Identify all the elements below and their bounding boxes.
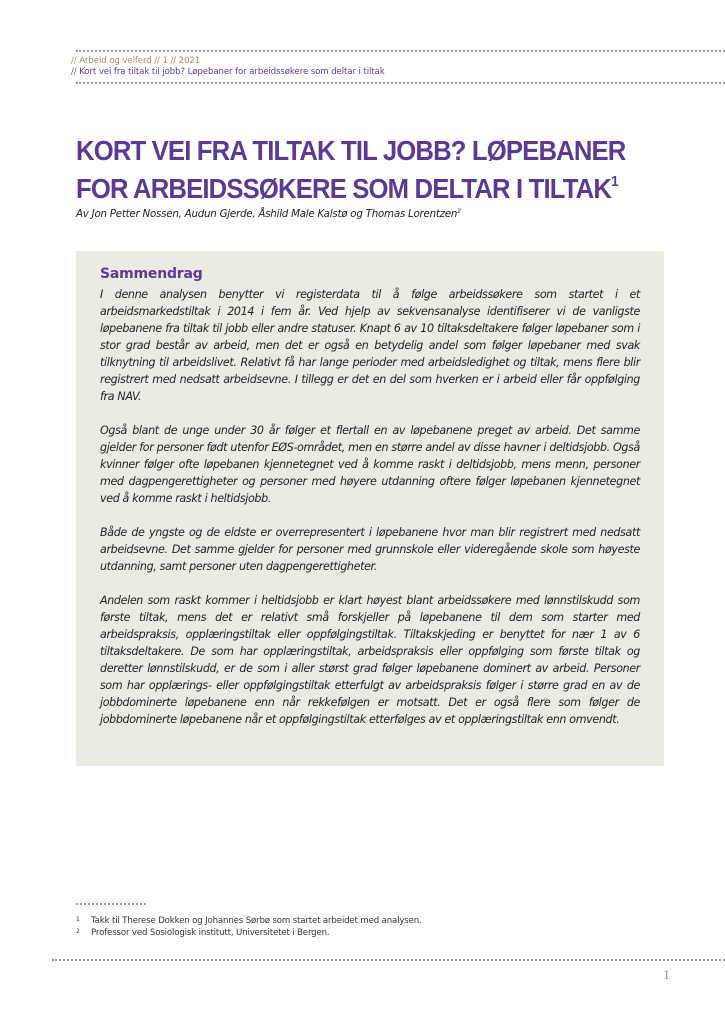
summary-text [100, 286, 640, 745]
footnote-text: Professor ved Sosiologisk institutt, Universitetet i Bergen. [91, 928, 330, 938]
summary-paragraph-3: Både de yngste og de eldste er overrepresentert i løpebanene hvor man blir registrert med nedsatt arbeidsevne. Det samme gjelder for personer med grunnskole eller videregående skole som høyeste utdanning, samt personer uten dagpengerettigheter. [100, 526, 640, 573]
header-bottom-divider [76, 82, 725, 84]
summary-paragraph-1: I denne analysen benytter vi registerdata til å følge arbeidssøkere som startet i et arbeidsmarkedstiltak i 2014 i fem år. Ved hjelp av sekvensanalyse identifiserer vi de vanligste løpebanene fra tiltak til jobb eller andre statuser. Knapt 6 av 10 tiltaksdeltakere følger løpebaner som i stor grad består av arbeid, men det er også en betydelig andel som følger løpebaner med svak tilknytning til arbeidslivet. Relativt få har lange perioder med arbeidsledighet og tiltak, mens flere blir registrert med nedsatt arbeidsevne. I tillegg er det en del som hverken er i arbeid eller får oppfølging fra NAV. [100, 288, 640, 403]
author-line [76, 208, 461, 220]
title-line-1: KORT VEI FRA TILTAK TIL JOBB? LØPEBANER [76, 135, 626, 166]
summary-paragraph-2: Også blant de unge under 30 år følger et flertall en av løpebanene preget av arbeid. Det samme gjelder for personer født utenfor EØS-området, men en større andel av disse havner i deltidsjobb. Også kvinner følger ofte løpebanen kjennetegnet ved å komme raskt i deltidsjobb, mens menn, personer med dagpengerettigheter og personer med høyere utdanning oftere følger løpebanen kjennetegnet ved å komme raskt i heltidsjobb. [100, 424, 640, 505]
title-footnote-marker: 1 [611, 173, 619, 190]
summary-paragraph-4: Andelen som raskt kommer i heltidsjobb er klart høyest blant arbeidssøkere med lønnstilskudd som første tiltak, mens det er relativt små forskjeller på løpebanene til dem som starter med arbeidspraksis, opplæringstiltak eller oppfølgingstiltak. Tiltakskjeding er benyttet for nær 1 av 6 tiltaksdeltakere. De som har opplæringstiltak, arbeidspraksis eller oppfølging som første tiltak og deretter lønnstilskudd, er de som i aller størst grad følger løpebanene dominert av arbeid. Personer som har opplærings- eller oppfølgingstiltak etterfulgt av arbeidspraksis følger i større grad en av de jobbdominerte løpebanene enn når rekkefølgen er motsatt. Det er også flere som følger de jobbdominerte løpebanene når et oppfølgingstiltak etterfølges av et opplæringstiltak enn omvendt. [100, 594, 640, 726]
footer-divider [52, 959, 725, 961]
footnote-2 [76, 927, 422, 939]
authors-footnote-marker: 2 [457, 208, 461, 215]
article-running-title: // Kort vei fra tiltak til jobb? Løpebaner for arbeidssøkere som deltar i tiltak [71, 67, 385, 77]
page-number: 1 [663, 968, 670, 983]
summary-box [76, 251, 664, 766]
footnote-1 [76, 915, 422, 927]
title-line-2: FOR ARBEIDSSØKERE SOM DELTAR I TILTAK [76, 173, 612, 204]
summary-heading: Sammendrag [100, 266, 203, 282]
footnote-text: Takk til Therese Dokken og Johannes Sørbø som startet arbeidet med analysen. [91, 916, 422, 926]
article-title [76, 135, 671, 204]
authors-text: Av Jon Petter Nossen, Audun Gjerde, Åshild Male Kalstø og Thomas Lorentzen [76, 208, 458, 220]
footnote-number: 2 [76, 928, 80, 935]
footnote-number: 1 [76, 916, 80, 923]
journal-meta: // Arbeid og velferd // 1 // 2021 [71, 56, 201, 66]
footnote-divider [76, 903, 146, 905]
header-top-divider [76, 50, 725, 52]
footnotes [76, 915, 422, 939]
